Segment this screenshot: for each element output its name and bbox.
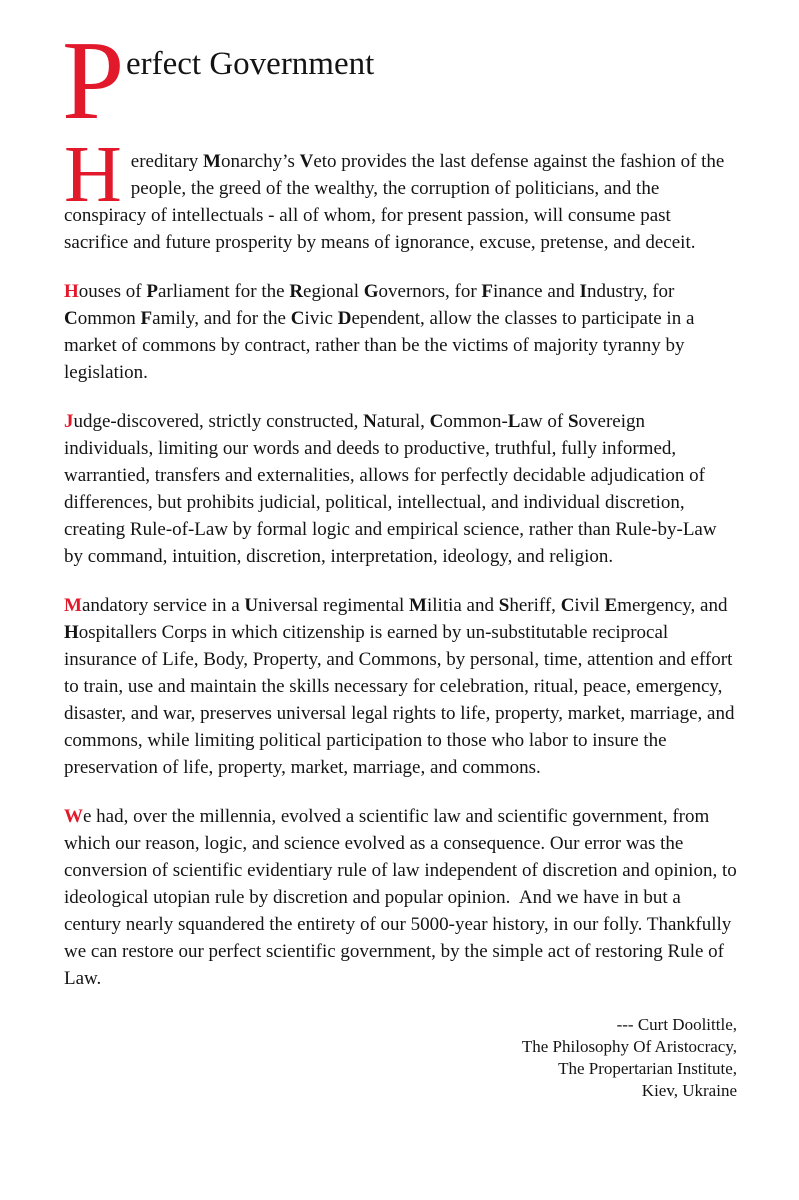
- text-segment: egional: [303, 281, 364, 302]
- title-drop-cap: P: [62, 19, 125, 143]
- text-segment: heriff,: [509, 595, 561, 616]
- text-segment: ouses of: [78, 281, 147, 302]
- signature-line: The Philosophy Of Aristocracy,: [521, 1037, 737, 1056]
- bold-initial: S: [498, 595, 510, 616]
- text-segment: overeign individuals, limiting our words and deeds to productive, truthful, fully informed, warrantied, transfers and externalities, allows for perfectly decidable adjudication of differences, but prohibits judicial, political, intellectual, and individual discretion, creating Rule-of-Law by formal logic and empirical science, rather than Rule-by-Law by command, intuition, discretion, interpretation, ideology, and religion.: [64, 411, 717, 567]
- bold-initial: M: [203, 151, 221, 172]
- bold-initial: S: [567, 411, 579, 432]
- text-segment: e had, over the millennia, evolved a scientific law and scientific government, from which our reason, logic, and science evolved as a consequence. Our error was the conversion of scientific evidentiary rule of law independent of discretion and opinion, to ideological utopian rule by discretion and popular opinion. And we have in but a century nearly squandered the entirety of our 5000-year history, in our folly. Thankfully we can restore our perfect scientific government, by the simple act of restoring Rule of Law.: [64, 806, 737, 989]
- text-segment: ereditary: [130, 151, 204, 172]
- text-segment: overnors, for: [378, 281, 482, 302]
- red-initial: W: [64, 806, 83, 827]
- text-segment: mergency, and: [617, 595, 728, 616]
- bold-initial: V: [299, 151, 314, 172]
- bold-initial: P: [146, 281, 158, 302]
- paragraphs: [64, 131, 737, 992]
- red-initial: M: [64, 595, 82, 616]
- signature-line: --- Curt Doolittle,: [616, 1015, 737, 1034]
- bold-initial: C: [560, 595, 575, 616]
- text-segment: aw of: [520, 411, 568, 432]
- bold-initial: M: [409, 595, 427, 616]
- bold-initial: L: [507, 411, 521, 432]
- text-segment: udge-discovered, strictly constructed,: [73, 411, 364, 432]
- bold-initial: I: [579, 281, 587, 302]
- text-segment: niversal regimental: [258, 595, 410, 616]
- bold-initial: E: [604, 595, 618, 616]
- text-segment: andatory service in a: [81, 595, 245, 616]
- text-segment: ivic: [304, 308, 338, 329]
- red-initial: H: [64, 281, 79, 302]
- bold-initial: G: [363, 281, 379, 302]
- bold-initial: C: [429, 411, 444, 432]
- paragraph: [64, 278, 737, 386]
- text-segment: arliament for the: [157, 281, 290, 302]
- text-segment: ependent, allow the classes to participate in a market of commons by contract, rather than be the victims of majority tyranny by legislation.: [64, 308, 695, 383]
- signature-line: Kiev, Ukraine: [641, 1081, 737, 1100]
- title-block: [62, 19, 737, 148]
- drop-cap: H: [64, 131, 122, 219]
- red-initial: J: [64, 411, 74, 432]
- paragraph: [64, 803, 737, 992]
- bold-initial: F: [481, 281, 494, 302]
- text-segment: ommon: [77, 308, 141, 329]
- text-segment: ommon-: [443, 411, 508, 432]
- text-segment: eto provides the last defense against the fashion of the people, the greed of the wealthy, the corruption of politicians, and the conspiracy of intellectuals - all of whom, for present passion, will consume past sacrifice and future prosperity by means of ignorance, excuse, pretense, and deceit.: [64, 151, 725, 253]
- bold-initial: F: [140, 308, 153, 329]
- page-title: erfect Government: [126, 46, 375, 82]
- text-segment: amily, and for the: [152, 308, 291, 329]
- text-segment: ospitallers Corps in which citizenship is earned by un-substitutable reciprocal insurance of Life, Body, Property, and Commons, by personal, time, attention and effort to train, use and maintain the skills necessary for celebration, ritual, peace, emergency, disaster, and war, preserves universal legal rights to life, property, market, marriage, and commons, while limiting political participation to those who labor to insure the preservation of life, property, market, marriage, and commons.: [64, 622, 735, 778]
- bold-initial: R: [289, 281, 304, 302]
- bold-initial: C: [64, 308, 78, 329]
- paragraph: [64, 592, 737, 781]
- text-segment: onarchy’s: [220, 151, 300, 172]
- bold-initial: H: [64, 622, 79, 643]
- signature-block: [64, 1014, 737, 1102]
- signature-line: The Propertarian Institute,: [558, 1059, 737, 1078]
- text-segment: ilitia and: [426, 595, 499, 616]
- text-segment: ivil: [574, 595, 605, 616]
- bold-initial: D: [337, 308, 352, 329]
- bold-initial: C: [290, 308, 305, 329]
- text-segment: inance and: [493, 281, 580, 302]
- paragraph: [64, 408, 737, 570]
- paragraph: [64, 131, 737, 256]
- text-segment: ndustry, for: [586, 281, 675, 302]
- bold-initial: U: [244, 595, 259, 616]
- text-segment: atural,: [376, 411, 430, 432]
- bold-initial: N: [363, 411, 377, 432]
